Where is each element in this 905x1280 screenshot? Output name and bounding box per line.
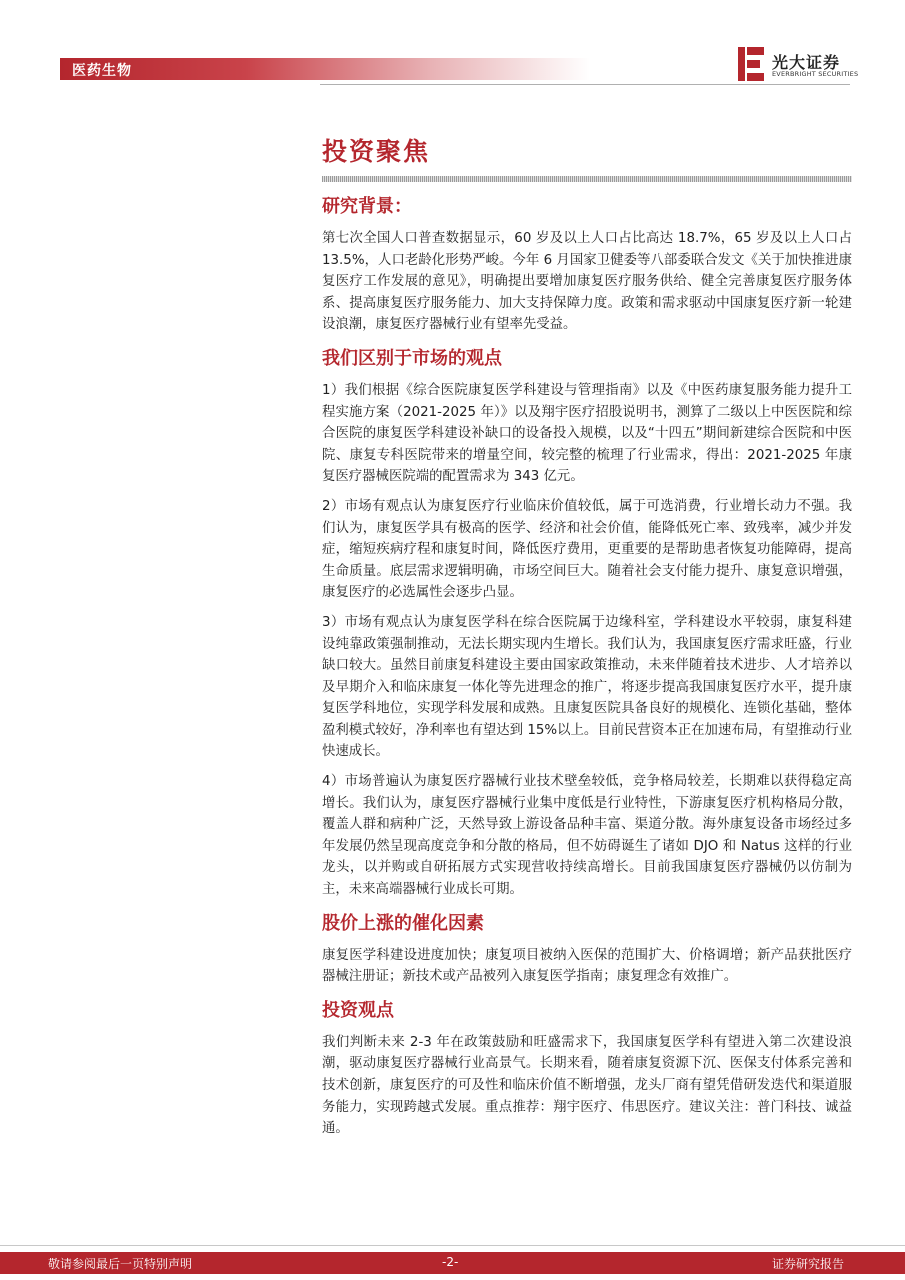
header-divider bbox=[320, 84, 850, 85]
header-section-tab bbox=[60, 58, 590, 80]
section-heading: 股价上涨的催化因素 bbox=[322, 912, 484, 934]
title-divider bbox=[322, 176, 852, 182]
page-title: 投资聚焦 bbox=[322, 137, 431, 166]
paragraph: 1）我们根据《综合医院康复医学科建设与管理指南》以及《中医药康复服务能力提升工程实施方案（2021-2025 年）》以及翔宇医疗招股说明书，测算了二级以上中医医院和综合医院的康复医学科建设补缺口的设备投入规模，以及“十四五”期间新建综合医院和中医院、康复专科医院带来的增量空间，较完整的梳理了行业需求，得出：2021-2025 年康复医疗器械医院端的配置需求为 343 亿元。 bbox=[322, 382, 852, 485]
section-research-background bbox=[322, 192, 852, 336]
footer-disclaimer: 敬请参阅最后一页特别声明 bbox=[48, 1257, 193, 1271]
page-number: -2- bbox=[442, 1255, 459, 1269]
everbright-logo-icon bbox=[738, 47, 766, 81]
company-logo bbox=[738, 47, 858, 83]
main-content bbox=[322, 130, 852, 1148]
paragraph: 我们判断未来 2-3 年在政策鼓励和旺盛需求下，我国康复医学科有望进入第二次建设浪潮，驱动康复医疗器械行业高景气。长期来看，随着康复资源下沉、医保支付体系完善和技术创新，康复医疗的可及性和临床价值不断增强，龙头厂商有望凭借研发迭代和渠道服务能力，实现跨越式发展。重点推荐：翔宇医疗、伟思医疗。建议关注：普门科技、诚益通。 bbox=[322, 1034, 852, 1137]
footer-report-type: 证券研究报告 bbox=[772, 1257, 845, 1271]
paragraph: 2）市场有观点认为康复医疗行业临床价值较低，属于可选消费，行业增长动力不强。我们认为，康复医学具有极高的医学、经济和社会价值，能降低死亡率、致残率，减少并发症，缩短疾病疗程和康复时间，降低医疗费用，更重要的是帮助患者恢复功能障碍，提高生命质量。底层需求逻辑明确，市场空间巨大。随着社会支付能力提升、康复意识增强，康复医疗的必选属性会逐步凸显。 bbox=[322, 498, 852, 601]
paragraph: 3）市场有观点认为康复医学科在综合医院属于边缘科室，学科建设水平较弱，康复科建设纯靠政策强制推动，无法长期实现内生增长。我们认为，我国康复医疗需求旺盛，行业缺口较大。虽然目前康复科建设主要由国家政策推动，未来伴随着技术进步、人才培养以及早期介入和临床康复一体化等先进理念的推广，将逐步提高我国康复医疗水平，提升康复医学科地位，实现学科发展和成熟。且康复医院具备良好的规模化、连锁化基础，整体盈利模式较好，净利率也有望达到 15%以上。目前民营资本正在加速布局，有望推动行业快速成长。 bbox=[322, 614, 852, 760]
section-heading: 我们区别于市场的观点 bbox=[322, 347, 502, 369]
section-heading: 研究背景： bbox=[322, 196, 412, 217]
logo-english-name: EVERBRIGHT SECURITIES bbox=[772, 70, 859, 78]
paragraph: 康复医学科建设进度加快；康复项目被纳入医保的范围扩大、价格调增；新产品获批医疗器械注册证；新技术或产品被列入康复医学指南；康复理念有效推广。 bbox=[322, 947, 852, 985]
section-catalysts bbox=[322, 909, 852, 988]
paragraph: 4）市场普遍认为康复医疗器械行业技术壁垒较低，竞争格局较差，长期难以获得稳定高增长。我们认为，康复医疗器械行业集中度低是行业特性，下游康复医疗机构格局分散，覆盖人群和病种广泛，天然导致上游设备品种丰富、渠道分散。海外康复设备市场经过多年发展仍然呈现高度竞争和分散的格局，但不妨碍诞生了诸如 DJO 和 Natus 这样的行业龙头，以并购或自研拓展方式实现营收持续高增长。目前我国康复医疗器械仍以仿制为主，未来高端器械行业成长可期。 bbox=[322, 774, 852, 898]
paragraph: 第七次全国人口普查数据显示，60 岁及以上人口占比高达 18.7%，65 岁及以上人口占 13.5%，人口老龄化形势严峻。今年 6 月国家卫健委等八部委联合发文《关于加快推进康复医疗工作发展的意见》，明确提出要增加康复医疗服务供给、健全完善康复医疗服务体系、提高康复医疗服务能力、加大支持保障力度。政策和需求驱动中国康复医疗新一轮建设浪潮，康复医疗器械行业有望率先受益。 bbox=[322, 231, 852, 333]
section-investment-view bbox=[322, 996, 852, 1140]
section-differentiated-view bbox=[322, 344, 852, 901]
section-heading: 投资观点 bbox=[322, 999, 394, 1021]
header-section-label: 医药生物 bbox=[72, 63, 132, 79]
footer-divider bbox=[0, 1245, 905, 1246]
logo-chinese-name: 光大证券 bbox=[772, 53, 841, 72]
